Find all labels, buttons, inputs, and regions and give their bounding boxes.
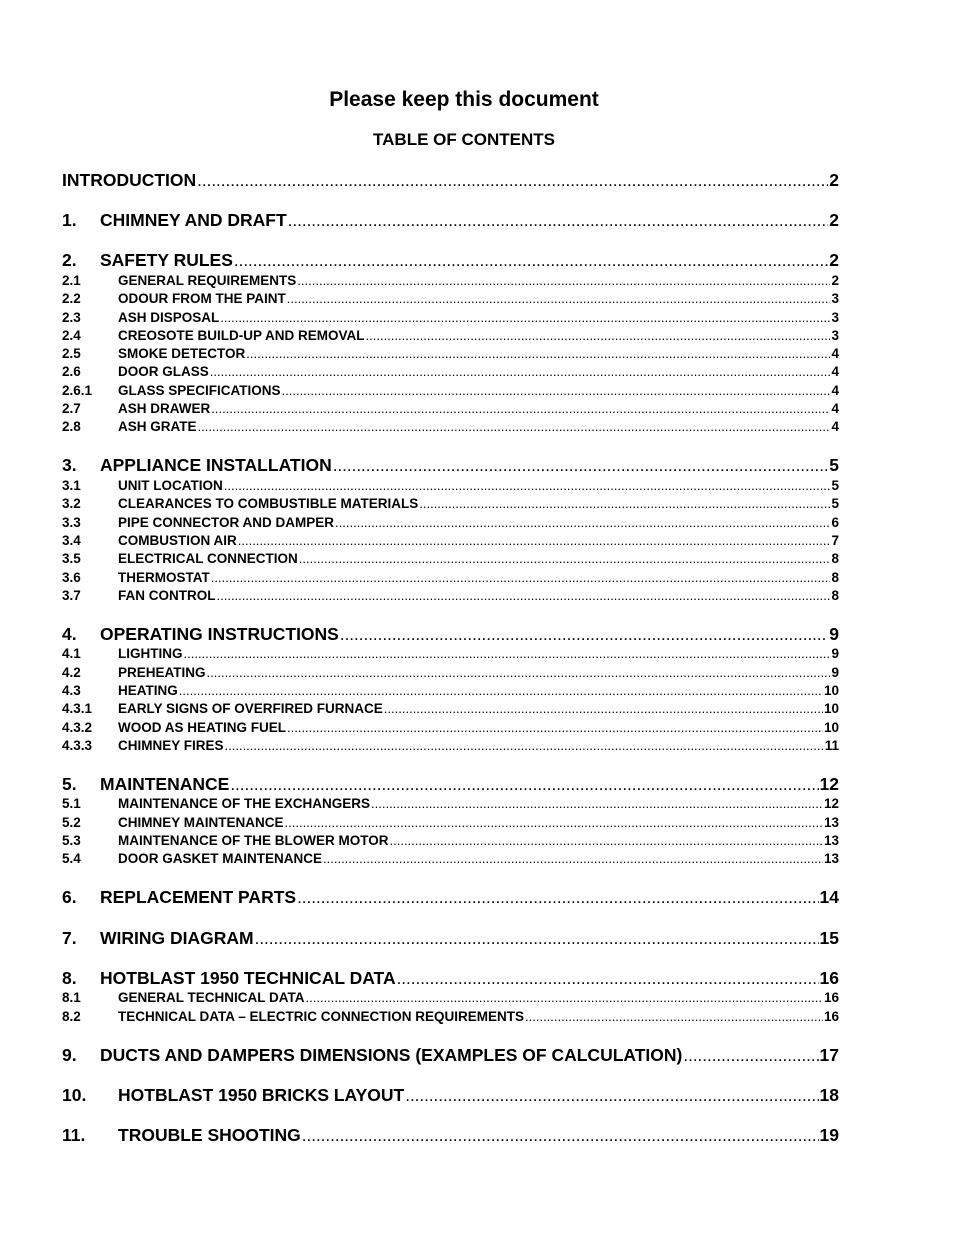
dot-leader [333,456,829,476]
dot-leader [683,1046,818,1066]
document-title: Please keep this document [329,88,599,111]
toc-entry-number: 3.7 [62,588,81,603]
toc-entry-label: DOOR GASKET MAINTENANCE [118,851,323,866]
toc-entry-number: 2.6 [62,364,81,379]
toc-entry-number: 3.5 [62,551,81,566]
toc-entry-page-number: 13 [823,833,839,848]
toc-section-entry[interactable] [62,1045,839,1067]
toc-entry-number: 2. [62,250,77,270]
toc-entry-label: FAN CONTROL [118,588,216,603]
toc-entry-label: PIPE CONNECTOR AND DAMPER [118,515,335,530]
toc-entry-number: 8. [62,968,77,988]
toc-entry-page-number: 7 [831,533,839,548]
toc-section-entry[interactable] [62,1085,839,1107]
toc-subsection-entry[interactable] [62,551,839,568]
toc-entry-number: 4.2 [62,665,81,680]
toc-entry-label: OPERATING INSTRUCTIONS [100,624,339,644]
toc-entry-label: THERMOSTAT [118,570,210,585]
toc-entry-number: 3.2 [62,496,81,511]
dot-leader [306,990,823,1005]
toc-entry-page-number: 11 [824,738,839,753]
toc-entry-page-number: 10 [823,720,839,735]
dot-leader [288,211,829,231]
toc-section-entry[interactable] [62,774,839,796]
toc-entry-number: 5.1 [62,796,81,811]
toc-entry-page-number: 2 [831,273,839,288]
toc-entry-number: 2.8 [62,419,81,434]
toc-subsection-entry[interactable] [62,665,839,682]
toc-entry-page-number: 8 [831,551,839,566]
toc-entry-number: 2.3 [62,310,81,325]
dot-leader [287,291,831,306]
toc-entry-number: 2.6.1 [62,383,93,398]
toc-entry-number: 4.3 [62,683,81,698]
toc-entry-label: INTRODUCTION [62,170,197,190]
toc-entry-label: TROUBLE SHOOTING [118,1125,301,1145]
dot-leader [211,570,831,585]
dot-leader [397,969,819,989]
toc-subsection-entry[interactable] [62,273,839,290]
dot-leader [340,625,828,645]
dot-leader [302,1126,819,1146]
toc-entry-label: CLEARANCES TO COMBUSTIBLE MATERIALS [118,496,419,511]
toc-entry-page-number: 5 [831,478,839,493]
toc-subsection-entry[interactable] [62,990,839,1007]
toc-entry-label: WIRING DIAGRAM [100,928,254,948]
toc-entry-page-number: 4 [831,346,839,361]
toc-entry-label: CHIMNEY AND DRAFT [100,210,287,230]
toc-entry-label: DOOR GLASS [118,364,209,379]
toc-entry-page-number: 16 [823,990,839,1005]
toc-entry-number: 2.1 [62,273,81,288]
toc-subsection-entry[interactable] [62,796,839,813]
toc-subsection-entry[interactable] [62,701,839,718]
dot-leader [246,346,830,361]
toc-subsection-entry[interactable] [62,401,839,418]
toc-entry-number: 1. [62,210,77,230]
dot-leader [335,515,830,530]
toc-entry-number: 10. [62,1085,87,1105]
toc-entry-page-number: 9 [829,624,839,644]
toc-entry-page-number: 4 [831,401,839,416]
toc-entry-label: HOTBLAST 1950 BRICKS LAYOUT [118,1085,405,1105]
toc-subsection-entry[interactable] [62,738,839,755]
toc-entry-number: 3.4 [62,533,81,548]
dot-leader [384,701,823,716]
dot-leader [197,171,828,191]
dot-leader [179,683,823,698]
toc-subsection-entry[interactable] [62,570,839,587]
toc-entry-page-number: 4 [831,383,839,398]
toc-entry-page-number: 2 [829,170,839,190]
dot-leader [230,775,818,795]
toc-entry-page-number: 18 [819,1085,839,1105]
toc-subsection-entry[interactable] [62,646,839,663]
toc-subsection-entry[interactable] [62,496,839,513]
dot-leader [255,929,819,949]
toc-subsection-entry[interactable] [62,383,839,400]
dot-leader [217,588,831,603]
dot-leader [366,328,831,343]
toc-section-entry[interactable] [62,1125,839,1147]
toc-entry-label: APPLIANCE INSTALLATION [100,455,332,475]
toc-entry-number: 7. [62,928,77,948]
toc-entry-page-number: 9 [831,646,839,661]
dot-leader [238,533,831,548]
toc-entry-label: TECHNICAL DATA – ELECTRIC CONNECTION REQUIREMENTS [118,1009,525,1024]
toc-entry-number: 2.7 [62,401,81,416]
toc-entry-label: SAFETY RULES [100,250,233,270]
toc-entry-number: 4.1 [62,646,81,661]
dot-leader [285,815,823,830]
toc-entry-number: 3.3 [62,515,81,530]
toc-entry-number: 3. [62,455,77,475]
toc-entry-label: CREOSOTE BUILD-UP AND REMOVAL [118,328,365,343]
toc-subsection-entry[interactable] [62,515,839,532]
toc-entry-label: ASH GRATE [118,419,197,434]
toc-entry-label: CHIMNEY MAINTENANCE [118,815,284,830]
toc-entry-page-number: 12 [819,774,839,794]
toc-entry-number: 5.2 [62,815,81,830]
toc-entry-page-number: 3 [831,291,839,306]
toc-entry-label: REPLACEMENT PARTS [100,887,297,907]
toc-section-entry[interactable] [62,170,839,192]
dot-leader [210,364,831,379]
toc-entry-page-number: 2 [829,210,839,230]
toc-entry-label: ODOUR FROM THE PAINT [118,291,286,306]
toc-entry-page-number: 13 [823,851,839,866]
toc-entry-page-number: 12 [823,796,839,811]
dot-leader [282,383,831,398]
toc-entry-number: 3.6 [62,570,81,585]
toc-entry-page-number: 4 [831,364,839,379]
toc-entry-label: GENERAL REQUIREMENTS [118,273,297,288]
toc-entry-number: 4.3.2 [62,720,93,735]
toc-entry-page-number: 10 [823,701,839,716]
dot-leader [419,496,830,511]
toc-entry-page-number: 17 [819,1045,839,1065]
toc-subsection-entry[interactable] [62,1009,839,1026]
toc-entry-label: DUCTS AND DAMPERS DIMENSIONS (EXAMPLES OF CALCULATION) [100,1045,683,1065]
toc-entry-number: 5.3 [62,833,81,848]
dot-leader [184,646,831,661]
dot-leader [525,1009,823,1024]
toc-entry-number: 9. [62,1045,77,1065]
toc-entry-label: SMOKE DETECTOR [118,346,246,361]
toc-entry-number: 2.4 [62,328,81,343]
toc-entry-label: HEATING [118,683,178,698]
toc-subsection-entry[interactable] [62,419,839,436]
toc-entry-label: WOOD AS HEATING FUEL [118,720,286,735]
dot-leader [390,833,823,848]
toc-section-entry[interactable] [62,928,839,950]
dot-leader [225,738,824,753]
dot-leader [297,273,830,288]
toc-entry-page-number: 13 [823,815,839,830]
toc-entry-label: PREHEATING [118,665,206,680]
toc-subsection-entry[interactable] [62,364,839,381]
toc-entry-label: MAINTENANCE OF THE BLOWER MOTOR [118,833,389,848]
dot-leader [224,478,831,493]
toc-subsection-entry[interactable] [62,533,839,550]
toc-entry-label: UNIT LOCATION [118,478,223,493]
toc-subsection-entry[interactable] [62,815,839,832]
toc-entry-label: HOTBLAST 1950 TECHNICAL DATA [100,968,396,988]
toc-entry-page-number: 9 [831,665,839,680]
toc-entry-number: 4.3.1 [62,701,93,716]
toc-entry-page-number: 6 [831,515,839,530]
toc-entry-number: 5.4 [62,851,81,866]
toc-entry-page-number: 16 [819,968,839,988]
toc-entry-label: MAINTENANCE [100,774,230,794]
toc-entry-page-number: 19 [819,1125,839,1145]
toc-entry-number: 4.3.3 [62,738,93,753]
dot-leader [211,401,830,416]
toc-entry-label: ASH DISPOSAL [118,310,220,325]
toc-entry-label: MAINTENANCE OF THE EXCHANGERS [118,796,371,811]
toc-subsection-entry[interactable] [62,310,839,327]
toc-entry-number: 2.5 [62,346,81,361]
toc-entry-label: GENERAL TECHNICAL DATA [118,990,305,1005]
toc-entry-page-number: 3 [831,328,839,343]
toc-entry-page-number: 3 [831,310,839,325]
toc-entry-number: 8.2 [62,1009,81,1024]
dot-leader [207,665,831,680]
toc-entry-page-number: 4 [831,419,839,434]
toc-entry-number: 3.1 [62,478,81,493]
toc-entry-page-number: 15 [819,928,839,948]
toc-entry-label: LIGHTING [118,646,183,661]
toc-entry-label: EARLY SIGNS OF OVERFIRED FURNACE [118,701,383,716]
toc-entry-number: 11. [62,1125,86,1145]
toc-entry-page-number: 8 [831,570,839,585]
toc-subsection-entry[interactable] [62,851,839,868]
toc-section-entry[interactable] [62,887,839,909]
dot-leader [299,551,831,566]
dot-leader [198,419,831,434]
toc-entry-number: 2.2 [62,291,81,306]
toc-subsection-entry[interactable] [62,720,839,737]
toc-entry-page-number: 16 [823,1009,839,1024]
dot-leader [405,1086,818,1106]
dot-leader [287,720,823,735]
toc-entry-page-number: 8 [831,588,839,603]
toc-section-entry[interactable] [62,624,839,646]
toc-entry-number: 6. [62,887,77,907]
toc-section-entry[interactable] [62,455,839,477]
toc-entry-label: GLASS SPECIFICATIONS [118,383,281,398]
toc-section-entry[interactable] [62,210,839,232]
toc-heading: TABLE OF CONTENTS [373,130,555,149]
dot-leader [220,310,830,325]
toc-entry-label: ASH DRAWER [118,401,211,416]
toc-entry-number: 8.1 [62,990,81,1005]
dot-leader [297,888,818,908]
toc-subsection-entry[interactable] [62,588,839,605]
toc-entry-page-number: 14 [819,887,839,907]
dot-leader [323,851,823,866]
toc-entry-label: COMBUSTION AIR [118,533,237,548]
dot-leader [371,796,823,811]
toc-entry-page-number: 10 [823,683,839,698]
toc-entry-number: 5. [62,774,77,794]
dot-leader [234,251,828,271]
toc-subsection-entry[interactable] [62,291,839,308]
toc-entry-page-number: 5 [831,496,839,511]
toc-subsection-entry[interactable] [62,478,839,495]
toc-subsection-entry[interactable] [62,328,839,345]
toc-section-entry[interactable] [62,968,839,990]
toc-subsection-entry[interactable] [62,833,839,850]
toc-entry-label: CHIMNEY FIRES [118,738,224,753]
toc-section-entry[interactable] [62,250,839,272]
toc-entry-page-number: 5 [829,455,839,475]
toc-entry-page-number: 2 [829,250,839,270]
toc-entry-number: 4. [62,624,77,644]
toc-subsection-entry[interactable] [62,683,839,700]
toc-subsection-entry[interactable] [62,346,839,363]
toc-entry-label: ELECTRICAL CONNECTION [118,551,298,566]
